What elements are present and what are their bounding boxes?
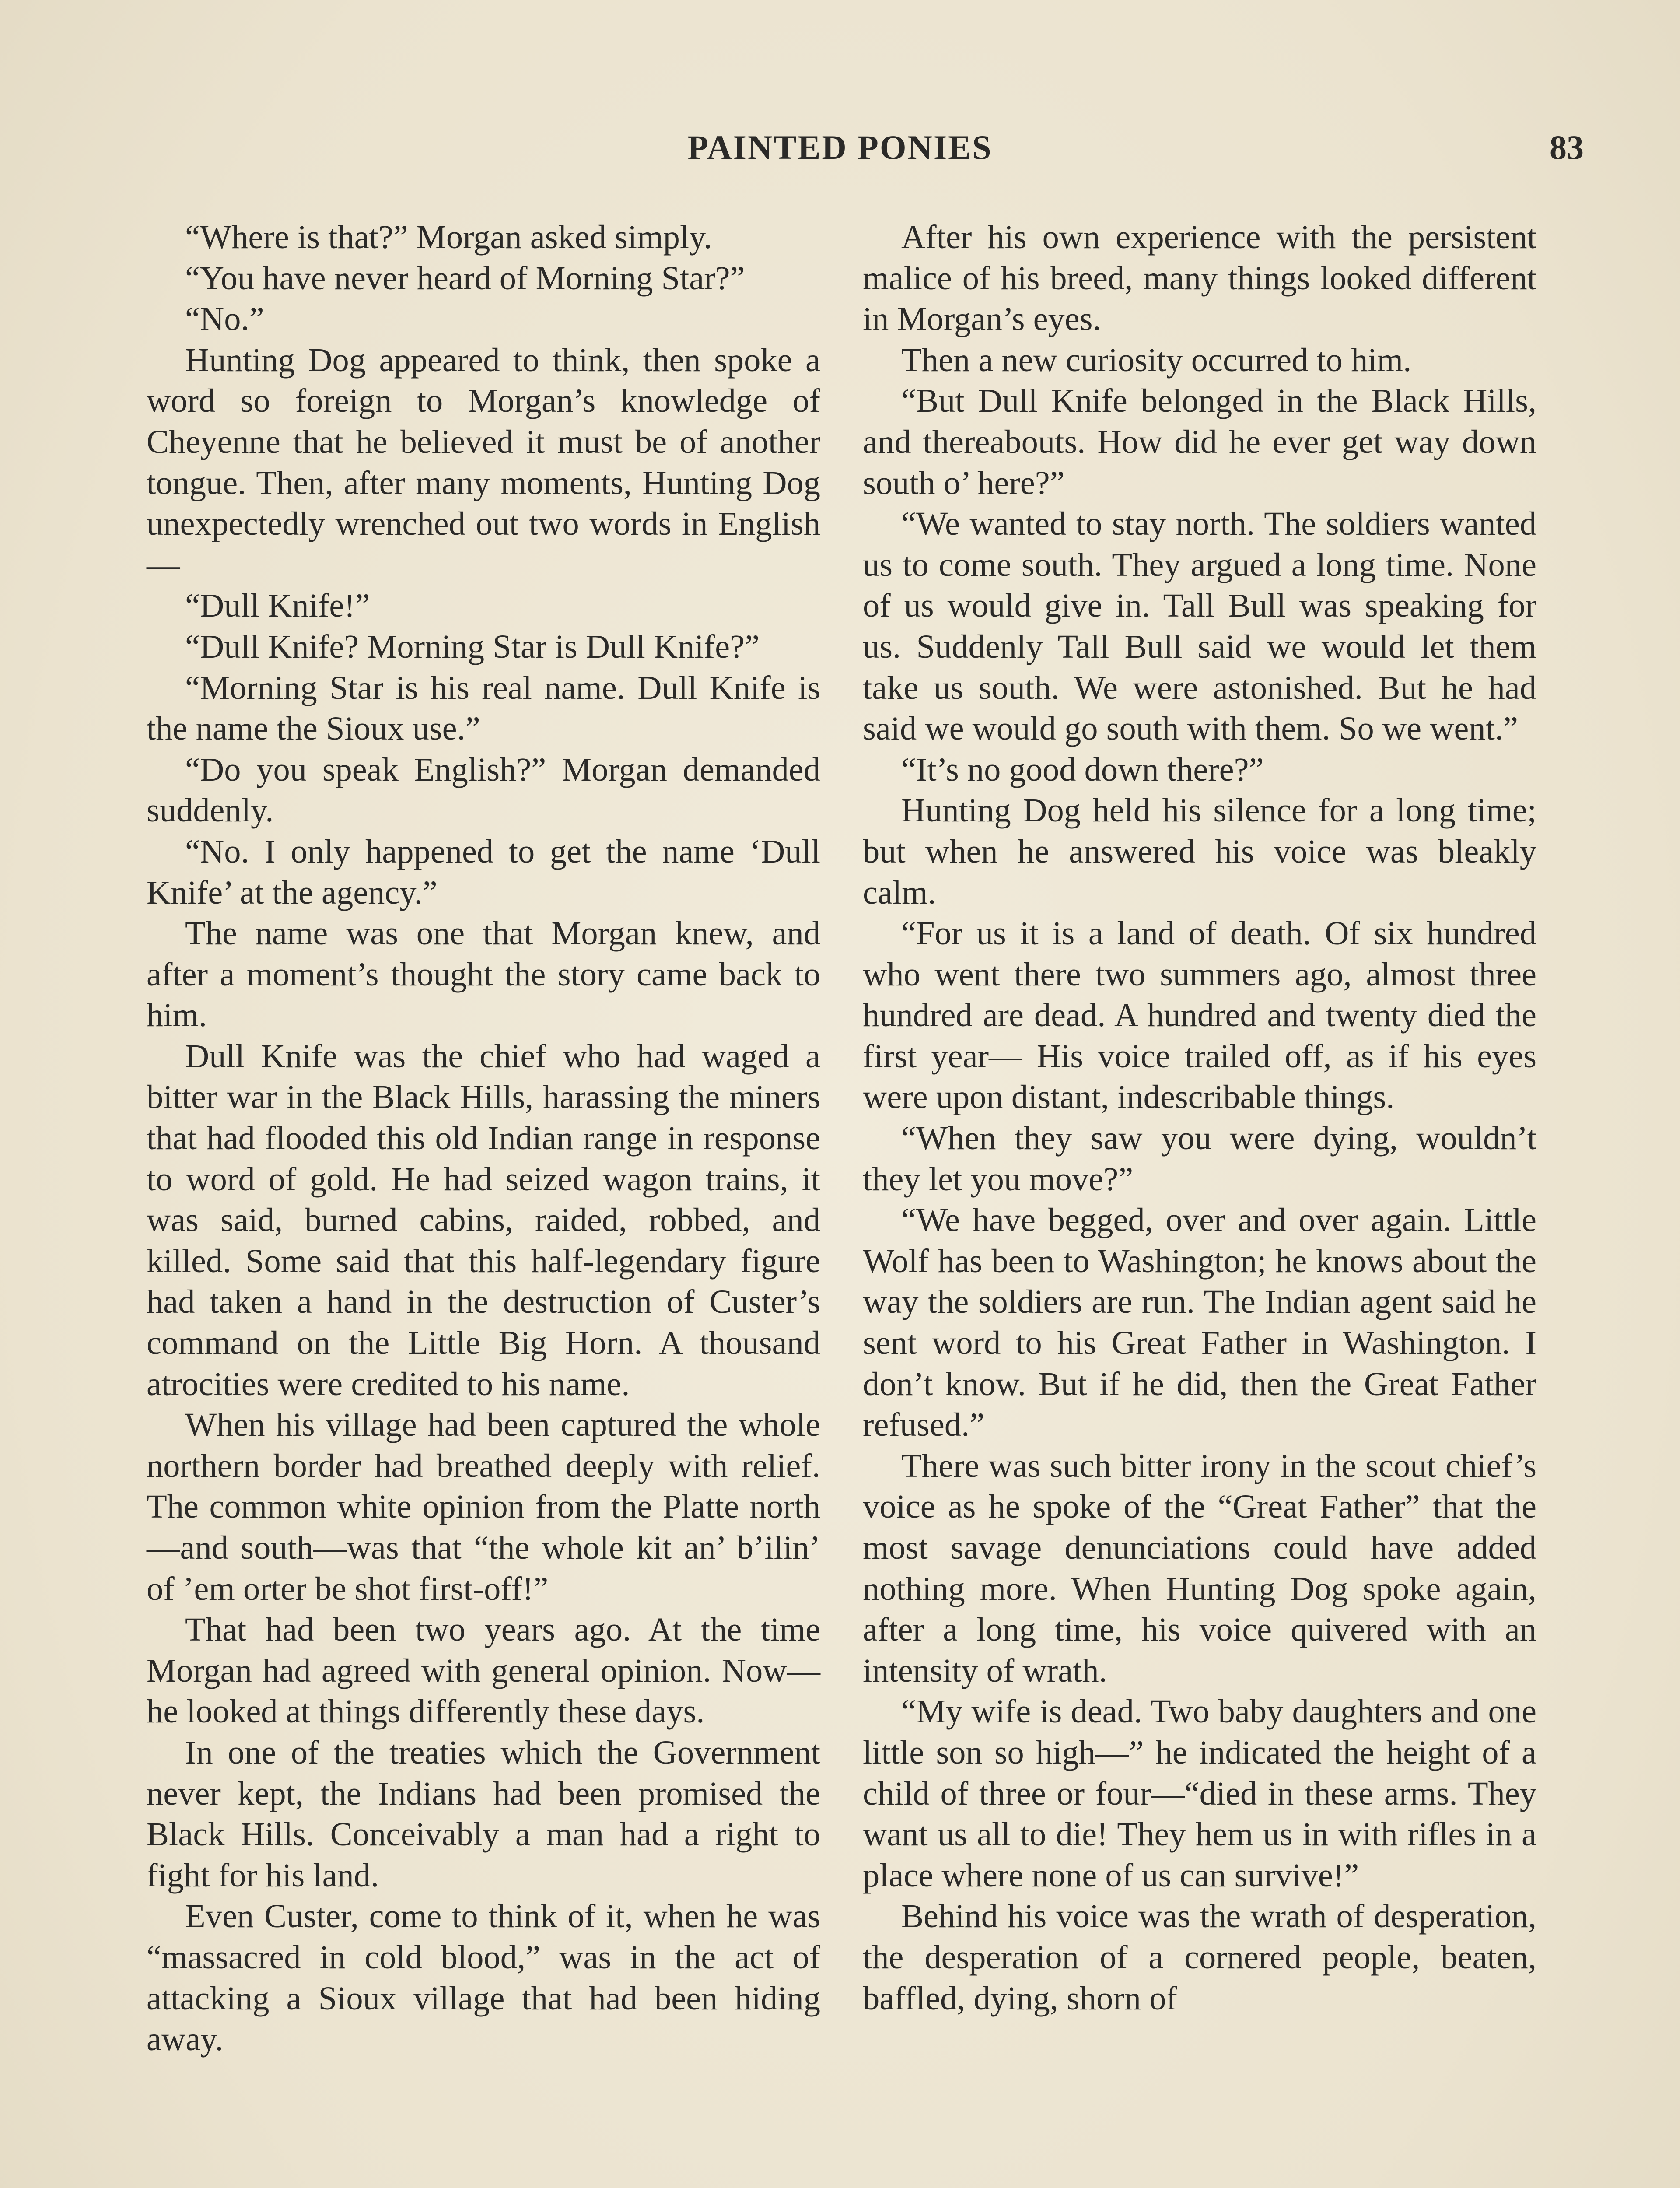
paragraph: “My wife is dead. Two baby daughters and one little son so high—” he indicated the height of a child of three or four—“died in these arms. They want us all to die! They hem us in with rifles in a place where none of us can survive!” [863,1693,1536,1894]
paragraph: “For us it is a land of death. Of six hundred who went there two summers ago, almost three hundred are dead. A hundred and twenty died the first year— His voice trailed off, as if his eyes were upon distant, indescribable things. [863,915,1536,1116]
paragraph: Then a new curiosity occurred to him. [901,341,1412,379]
paragraph: “No. I only happened to get the name ‘Dull Knife’ at the agency.” [147,832,820,911]
paragraph: “No.” [185,300,264,338]
paragraph: That had been two years ago. At the time Morgan had agreed with general opinion. Now—he looked at things differently these days. [147,1611,820,1730]
paragraph: “It’s no good down there?” [901,750,1264,788]
paragraph: “When they saw you were dying, wouldn’t they let you move?” [863,1119,1536,1198]
right-column [863,217,1536,2019]
paragraph: When his village had been captured the whole northern border had breathed deeply with relief. The common white opinion from the Platte north—and south—was that “the whole kit an’ b’ilin’ of ’em orter be shot first-off!” [147,1406,820,1607]
paragraph: “We have begged, over and over again. Little Wolf has been to Washington; he knows about the way the soldiers are run. The Indian agent said he sent word to his Great Father in Washington. I don’t know. But if he did, then the Great Father refused.” [863,1201,1536,1444]
paragraph: “Do you speak English?” Morgan demanded suddenly. [147,750,820,829]
paragraph: The name was one that Morgan knew, and after a moment’s thought the story came back to him. [147,915,820,1034]
paragraph: “You have never heard of Morning Star?” [185,259,745,297]
paragraph: “Dull Knife? Morning Star is Dull Knife?” [185,628,760,665]
paragraph: Hunting Dog held his silence for a long time; but when he answered his voice was bleakly calm. [863,792,1536,911]
page-number: 83 [1550,128,1584,166]
paragraph: In one of the treaties which the Government never kept, the Indians had been promised the Black Hills. Conceivably a man had a right to fight for his land. [147,1733,820,1894]
paragraph: Hunting Dog appeared to think, then spoke a word so foreign to Morgan’s knowledge of Cheyenne that he believed it must be of another tongue. Then, after many moments, Hunting Dog unexpectedly wrenched out two words in English— [147,341,820,583]
paragraph: “Where is that?” Morgan asked simply. [185,218,712,256]
paragraph: “Morning Star is his real name. Dull Knife is the name the Sioux use.” [147,669,820,747]
paragraph: “Dull Knife!” [185,587,370,624]
paragraph: After his own experience with the persistent malice of his breed, many things looked different in Morgan’s eyes. [863,218,1536,338]
paragraph: “But Dull Knife belonged in the Black Hills, and thereabouts. How did he ever get way down south o’ here?” [863,382,1536,501]
running-title: PAINTED PONIES [687,128,993,166]
paragraph: Even Custer, come to think of it, when he was “massacred in cold blood,” was in the act of attacking a Sioux village that had been hiding away. [147,1897,820,2058]
paragraph: There was such bitter irony in the scout chief’s voice as he spoke of the “Great Father” that the most savage denunciations could have added nothing more. When Hunting Dog spoke again, after a long time, his voice quivered with an intensity of wrath. [863,1447,1536,1689]
paragraph: Dull Knife was the chief who had waged a bitter war in the Black Hills, harassing the miners that had flooded this old Indian range in response to word of gold. He had seized wagon trains, it was said, burned cabins, raided, robbed, and killed. Some said that this half-legendary figure had taken a hand in the destruction of Custer’s command on the Little Big Horn. A thousand atrocities were credited to his name. [147,1037,820,1403]
paragraph: “We wanted to stay north. The soldiers wanted us to come south. They argued a long time. None of us would give in. Tall Bull was speaking for us. Suddenly Tall Bull said we would let them take us south. We were astonished. But he had said we would go south with them. So we went.” [863,505,1536,747]
page-header [144,128,1584,180]
paragraph: Behind his voice was the wrath of desperation, the desperation of a cornered people, beaten, baffled, dying, shorn of [863,1897,1536,2017]
left-column [147,217,820,2060]
